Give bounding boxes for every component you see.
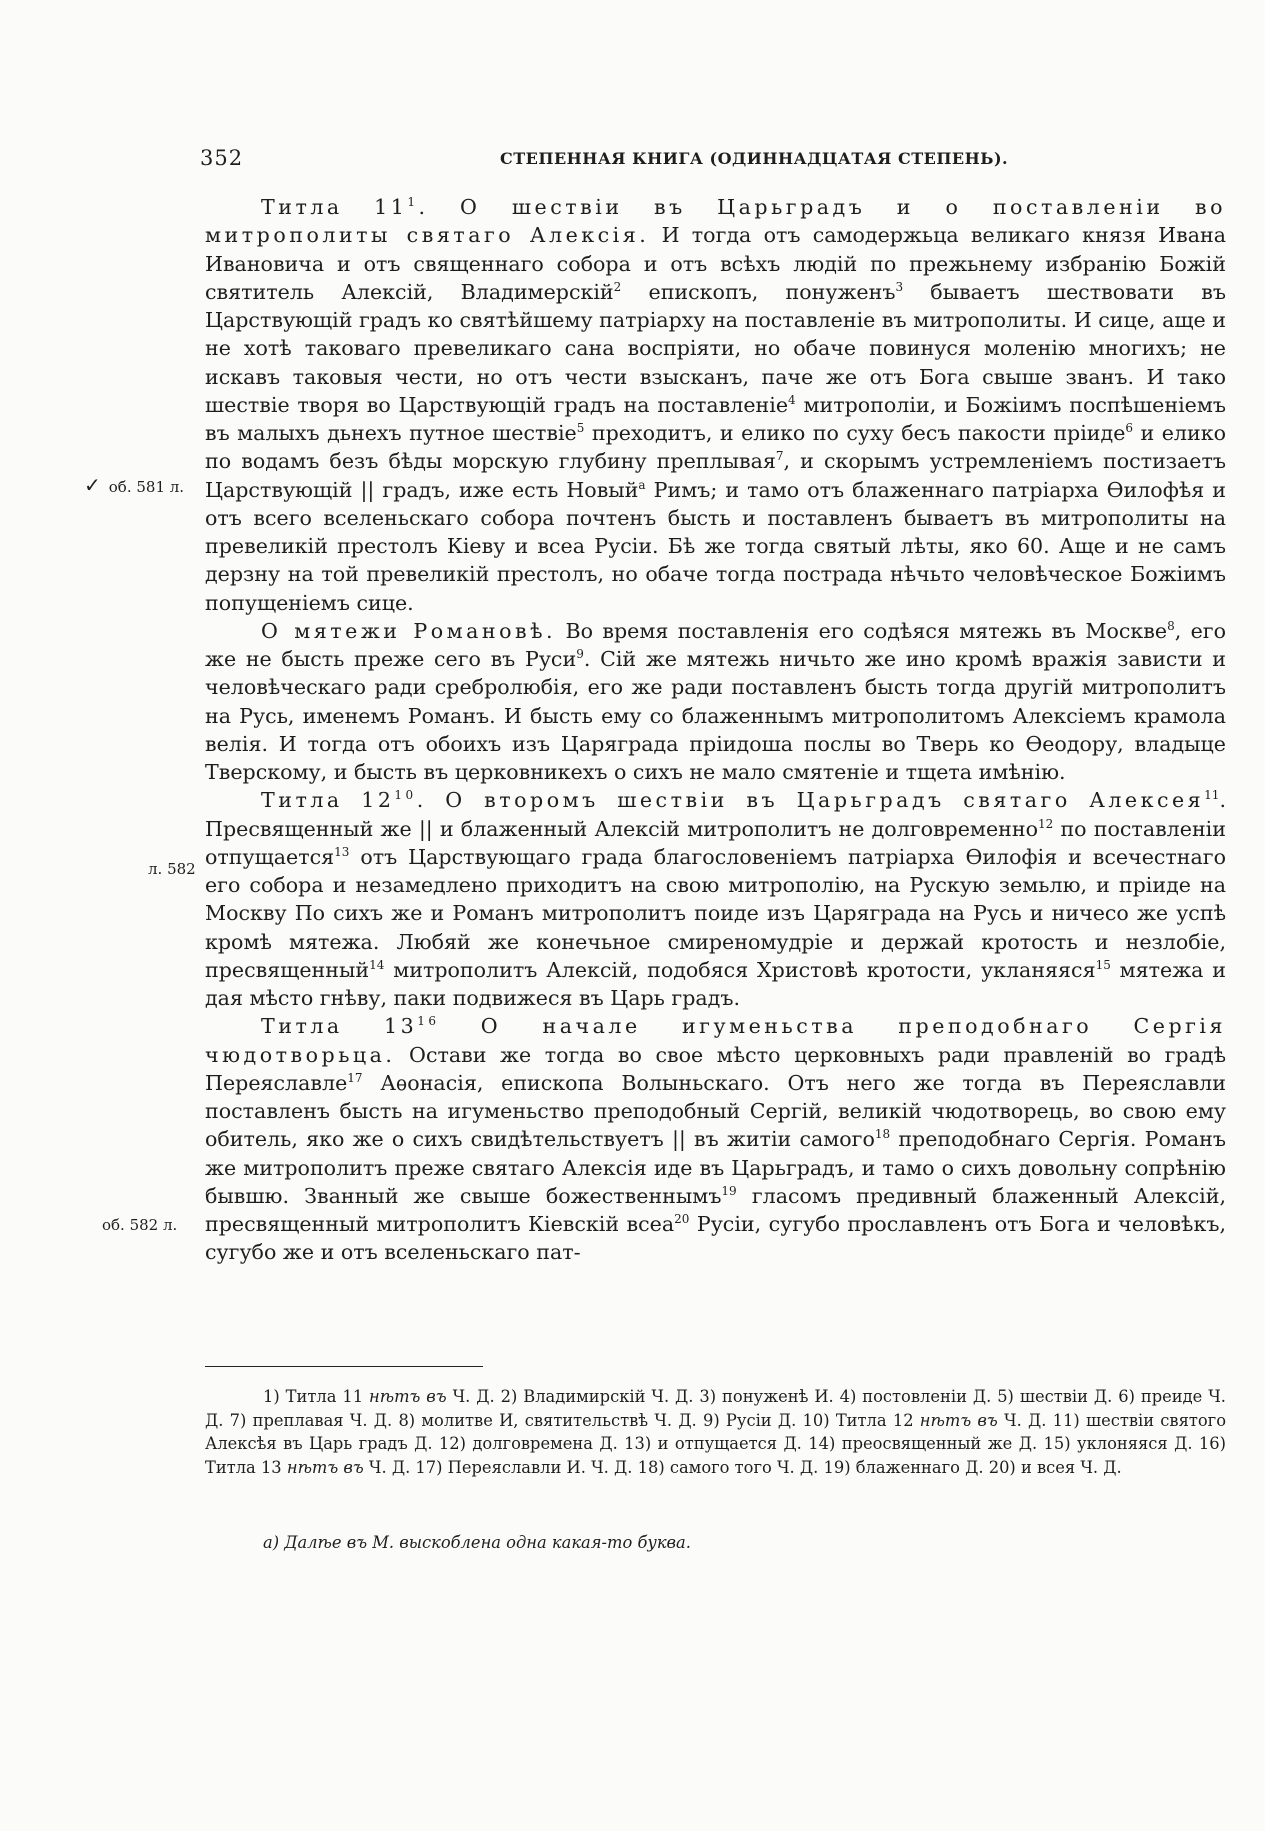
paragraph-section-11: Титла $11^1$. О шествіи въ Царьградъ и о поставленіи во митрополиты святаго Алексія. И тогда отъ самодержьца великаго князя Ивана Ивановича и отъ священнаго собора и отъ всѣхъ людій по прежьнему избранію Божій святитель Алексій, Владимерскій$^2$ епископъ, понуженъ$^3$ бываетъ шествовати въ Царствующій градъ ко святѣйшему патріарху на поставленіе въ митрополиты. И сице, аще и не хотѣ таковаго превеликаго сана воспріяти, но обаче повинуся моленію многихъ; не искавъ таковыя чести, но отъ чести взысканъ, паче же отъ Бога свыше званъ. И тако шествіе творя во Царствующій градъ на поставленіе$^4$ митрополіи, и Божіимъ поспѣшеніемъ въ малыхъ дьнехъ путное шествіе$^5$ преходитъ, и елико по суху бесъ пакости пріиде$^6$ и елико по водамъ безъ бѣды морскую глубину преплывая$^7$, и скорымъ устремленіемъ постизаетъ Царствующій || градъ, иже есть Новый$^а$ Римъ; и тамо отъ блаженнаго патріарха Ѳилофѣя и отъ всего вселеньскаго собора почтенъ бысть и поставленъ бываетъ въ митрополиты на превеликій престолъ Кіеву и всеа Русіи. Бѣ же тогда святый лѣты, яко 60. Аще и не самъ дерзну на той превеликій престолъ, но обаче тогда пострада нѣчьто человѣческое Божіимъ попущеніемъ сице. — [205, 195, 1227, 615]
main-text — [205, 193, 1226, 1267]
section-heading: О мятежи Романовѣ. — [261, 618, 557, 643]
paragraph-section-12: Титла $12^{10}$. О второмъ шествіи въ Царьградъ святаго Алексея$^{11}$. Пресвященный же || и блаженный Алексій митрополитъ не долговременно$^{12}$ по поставленіи отпущается$^{13}$ отъ Царствующаго града благословеніемъ патріарха Ѳилофія и всечестнаго его собора и незамедлено приходитъ на свою митрополію, на Рускую земьлю, и пріиде на Москву По сихъ же и Романъ митрополитъ поиде изъ Царяграда на Русь и ничесо же успѣ кромѣ мятежа. Любяй же конечьное смиреномудріе и держай кротость и незлобіе, пресвященный$^{14}$ митрополитъ Алексій, подобяся Христовѣ кротости, укланяяся$^{15}$ мятежа и дая мѣсто гнѣву, паки подвижеся въ Царь градъ. — [205, 788, 1226, 1010]
margin-note-folio-582-verso: об. 582 л. — [102, 1216, 178, 1234]
paragraph-roman-revolt: О мятежи Романовѣ. Во время поставленія его содѣяся мятежь въ Москве$^8$, его же не бысть преже сего въ Руси$^9$. Сій же мятежь ничьто же ино кромѣ вражія зависти и человѣческаго ради сребролюбія, его же ради поставленъ бысть тогда другій митрополитъ на Русь, именемъ Романъ. И бысть ему со блаженнымъ митрополитомъ Алексіемъ крамола велія. И тогда отъ обоихъ изъ Царяграда пріидоша послы во Тверь ко Ѳеодору, владыце Тверскому, и бысть въ церковникехъ о сихъ не мало смятеніе и тщета имѣнію. — [205, 618, 1226, 784]
margin-note-folio-581-verso: ✓ об. 581 л. — [84, 473, 185, 497]
footnotes — [205, 1385, 1226, 1479]
page-header — [200, 146, 1226, 174]
check-mark-icon: ✓ — [84, 473, 101, 497]
section-heading: Титла $13^{16}$ О начале игуменьства преподобнаго Сергія чюдотворьца. — [205, 1014, 1226, 1067]
footnote-list: 1) Титла 11 нѣтъ въ Ч. Д. 2) Владимирскій Ч. Д. 3) понуженѣ И. 4) постовленіи Д. 5) шествіи Д. 6) преиде Ч. Д. 7) преплавая Ч. Д. 8) молитве И, святительствѣ Ч. Д. 9) Русіи Д. 10) Титла 12 нѣтъ въ Ч. Д. 11) шествіи святого Алексѣя въ Царь градъ Д. 12) долговремена Д. 13) и отпущается Д. 14) преосвященный же Д. 15) уклоняяся Д. 16) Титла 13 нѣтъ въ Ч. Д. 17) Переяславли И. Ч. Д. 18) самого того Ч. Д. 19) блаженнаго Д. 20) и всея Ч. Д. — [205, 1387, 1227, 1477]
page-number: 352 — [200, 146, 244, 170]
section-heading: Титла $12^{10}$. О второмъ шествіи въ Царьградъ святаго Алексея — [261, 788, 1205, 813]
margin-note-folio-582: л. 582 — [148, 860, 196, 878]
section-heading: Титла $11^1$. О шествіи въ Царьградъ и о поставленіи во митрополиты святаго Алексія. — [205, 195, 1226, 248]
running-title: СТЕПЕННАЯ КНИГА (ОДИННАДЦАТАЯ СТЕПЕНЬ). — [500, 149, 1009, 168]
paragraph-section-13: Титла $13^{16}$ О начале игуменьства преподобнаго Сергія чюдотворьца. Остави же тогда во свое мѣсто церковныхъ ради правленій во градѣ Переяславле$^{17}$ Аѳонасія, епископа Волыньскаго. Отъ него же тогда въ Переяславли поставленъ бысть на игуменьство преподобный Сергій, великій чюдотворець, во свою ему обитель, яко же о сихъ свидѣтельствуетъ || въ житіи самого$^{18}$ преподобнаго Сергія. Романъ же митрополитъ преже святаго Алексія иде въ Царьградъ, и тамо о сихъ довольну сопрѣнію бывшю. Званный же свыше божественнымъ$^{19}$ гласомъ предивный блаженный Алексій, пресвященный митрополитъ Кіевскій всеа$^{20}$ Русіи, сугубо прославленъ отъ Бога и человѣкъ, сугубо же и отъ вселеньскаго пат- — [205, 1014, 1226, 1265]
footnote-divider — [205, 1366, 483, 1367]
editorial-note: а) Далѣе въ М. выскоблена одна какая-то буква. — [263, 1533, 691, 1552]
